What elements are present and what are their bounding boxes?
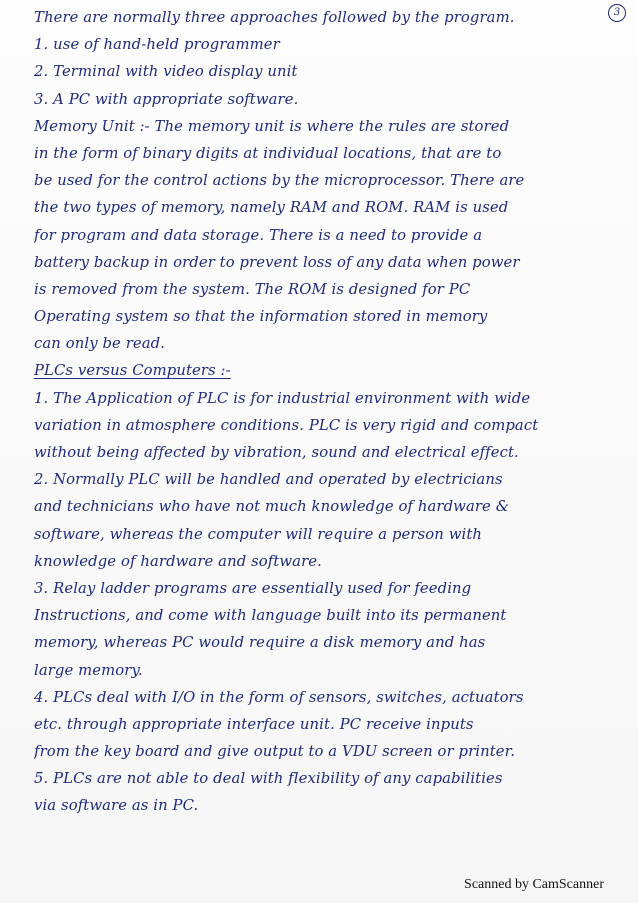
handwritten-notes [34, 4, 618, 820]
plc-point-1-line-3: without being affected by vibration, sound and electrical effect. [34, 444, 519, 461]
memory-unit-line-2: in the form of binary digits at individual locations, that are to [34, 144, 502, 162]
memory-unit-line-9: can only be read. [34, 335, 166, 353]
memory-unit-line-1: Memory Unit :- The memory unit is where the rules are stored [34, 117, 510, 135]
approach-item-1: 1. use of hand-held programmer [34, 36, 280, 54]
memory-unit-line-6: battery backup in order to prevent loss of any data when power [34, 253, 520, 271]
plc-point-4-line-1: 4. PLCs deal with I/O in the form of sensors, switches, actuators [34, 688, 524, 706]
scanner-watermark: Scanned by CamScanner [464, 877, 604, 892]
plc-point-5-line-1: 5. PLCs are not able to deal with flexibility of any capabilities [34, 770, 503, 788]
plc-vs-computers-heading: PLCs versus Computers :- [34, 362, 231, 380]
plc-point-1-line-2: variation in atmosphere conditions. PLC is very rigid and compact [34, 416, 539, 434]
plc-point-4-line-3: from the key board and give output to a VDU screen or printer. [34, 743, 516, 761]
intro-line: There are normally three approaches followed by the program. [34, 9, 515, 26]
plc-point-3-line-4: large memory. [34, 661, 143, 679]
plc-point-4-line-2: etc. through appropriate interface unit. PC receive inputs [34, 715, 474, 733]
memory-unit-line-3: be used for the control actions by the microprocessor. There are [34, 172, 525, 190]
memory-unit-line-4: the two types of memory, namely RAM and ROM. RAM is used [34, 199, 509, 217]
memory-unit-line-8: Operating system so that the information stored in memory [34, 308, 488, 326]
plc-point-2-line-2: and technicians who have not much knowledge of hardware & [34, 498, 509, 516]
plc-point-2-line-4: knowledge of hardware and software. [34, 552, 322, 570]
plc-point-5-line-2: via software as in PC. [34, 797, 199, 815]
approach-item-2: 2. Terminal with video display unit [34, 63, 298, 81]
memory-unit-line-5: for program and data storage. There is a need to provide a [34, 226, 483, 244]
plc-point-3-line-2: Instructions, and come with language built into its permanent [34, 607, 507, 625]
plc-point-3-line-3: memory, whereas PC would require a disk memory and has [34, 634, 486, 652]
memory-unit-line-7: is removed from the system. The ROM is designed for PC [34, 280, 471, 298]
page-number: 3 [608, 4, 626, 22]
plc-point-3-line-1: 3. Relay ladder programs are essentially used for feeding [34, 579, 472, 597]
approach-item-3: 3. A PC with appropriate software. [34, 90, 299, 108]
plc-point-1-line-1: 1. The Application of PLC is for industrial environment with wide [34, 389, 531, 407]
plc-point-2-line-1: 2. Normally PLC will be handled and operated by electricians [34, 471, 503, 489]
plc-point-2-line-3: software, whereas the computer will require a person with [34, 525, 482, 543]
